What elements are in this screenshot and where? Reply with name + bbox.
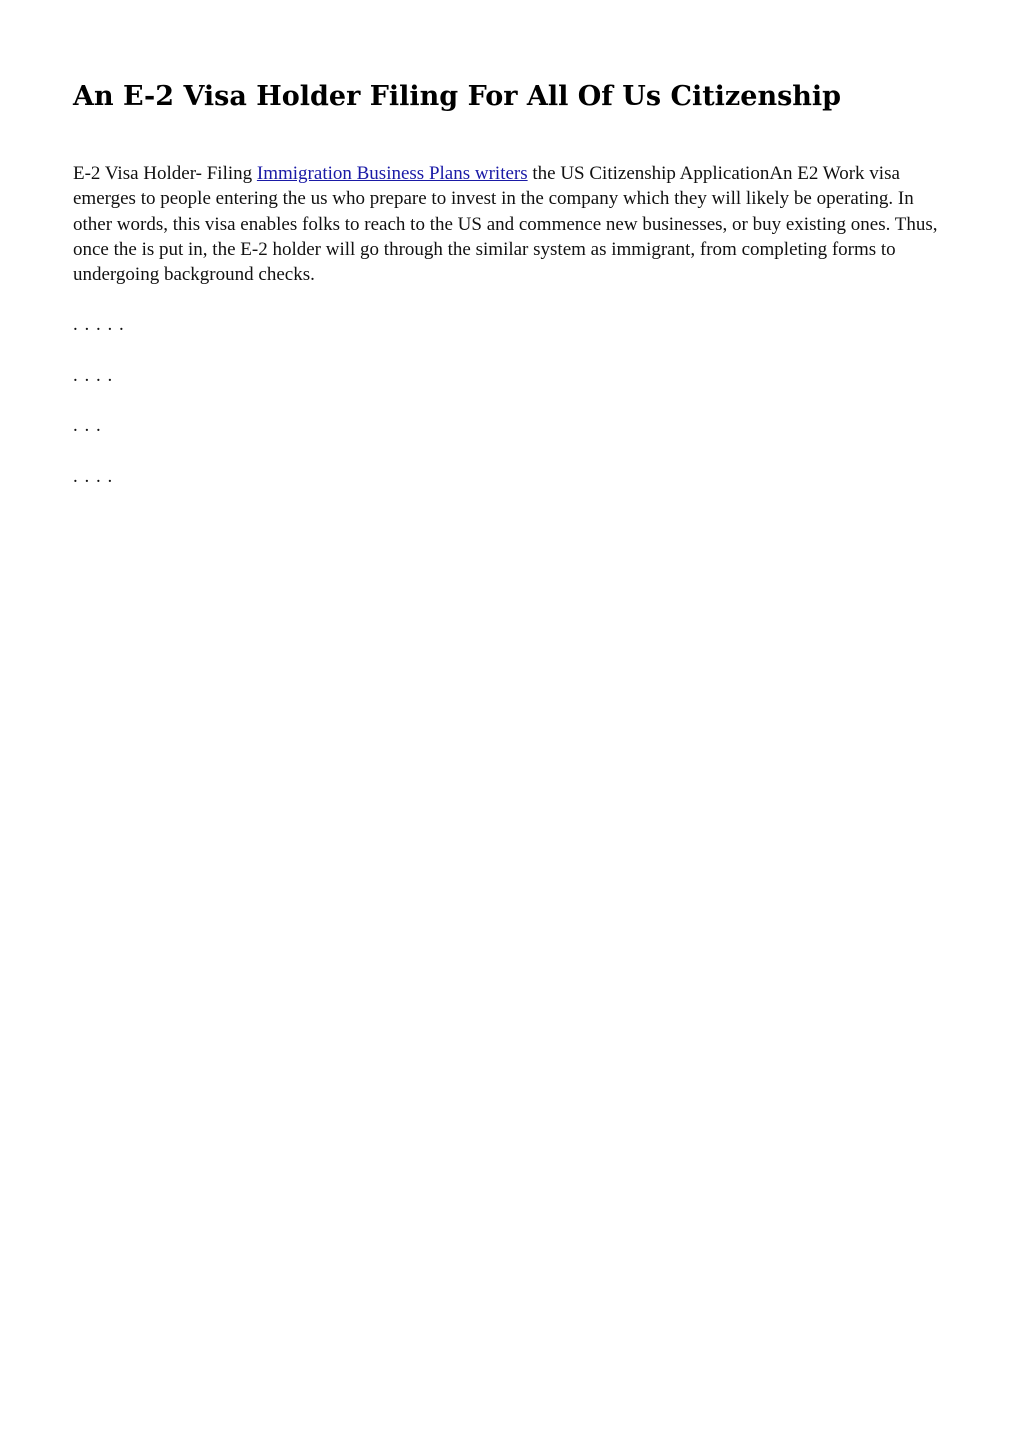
intro-paragraph bbox=[73, 161, 943, 287]
document-page bbox=[73, 0, 943, 489]
paragraph-lead-text: E-2 Visa Holder- Filing bbox=[73, 163, 257, 184]
document-title: An E-2 Visa Holder Filing For All Of Us Citizenship bbox=[73, 81, 842, 112]
immigration-business-plans-link[interactable]: Immigration Business Plans writers bbox=[256, 163, 528, 184]
paragraph-body-text: the US Citizenship ApplicationAn E2 Work visa emerges to people entering the us who prepare to invest in the company which they will likely be operating. In other words, this visa enables folks to reach to the US and commence new businesses, or buy existing ones. Thus, once the is put in, the E-2 holder will go through the similar system as immigrant, from completing forms to undergoing background checks. bbox=[73, 163, 938, 286]
dot-line-4: . . . . bbox=[73, 465, 114, 487]
dot-line-3: . . . bbox=[73, 415, 102, 437]
dot-line-2: . . . . bbox=[73, 364, 114, 386]
dot-line-1: . . . . . bbox=[73, 314, 125, 336]
